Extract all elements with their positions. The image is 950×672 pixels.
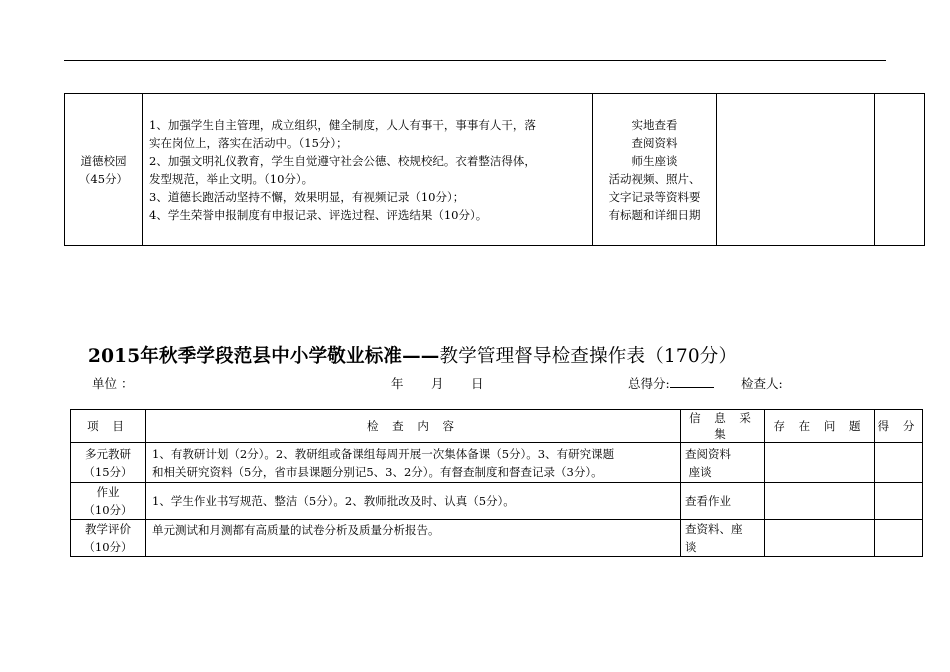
- score-cell: [875, 94, 925, 246]
- info-line: 座谈: [685, 464, 712, 479]
- criteria-line: 1、加强学生自主管理，成立组织，健全制度，人人有事干，事事有人干，落: [149, 117, 536, 132]
- total-score-label: 总得分:: [628, 376, 670, 391]
- inspector-label: 检查人:: [741, 376, 783, 391]
- month-label: 月: [431, 376, 444, 391]
- method-line: 活动视频、照片、: [608, 171, 701, 186]
- info-line: 查看作业: [685, 494, 731, 508]
- day-label: 日: [471, 376, 484, 391]
- score-cell: [875, 483, 923, 520]
- header-rule: [64, 60, 886, 61]
- method-line: 实地查看: [631, 117, 678, 132]
- year-label: 年: [391, 376, 404, 391]
- issues-cell: [717, 94, 875, 246]
- category-cell: [65, 94, 143, 246]
- issues-cell: [765, 520, 875, 557]
- score-cell: [875, 443, 923, 483]
- category-name: 教学评价: [85, 522, 131, 536]
- criteria-line: 4、学生荣誉申报制度有申报记录、评选过程、评选结果（10分）。: [149, 207, 488, 222]
- category-name: 道德校园: [80, 153, 127, 168]
- table-row: [71, 483, 923, 520]
- method-line: 文字记录等资料要: [608, 189, 701, 204]
- unit-label: 单位 ：: [92, 376, 134, 391]
- title-bold-part: 2015年秋季学段范县中小学敬业标准——: [88, 346, 440, 367]
- content-cell: [146, 443, 681, 483]
- header-item: 项 目: [71, 410, 146, 443]
- info-cell: [681, 443, 765, 483]
- page-title: [88, 342, 888, 368]
- criteria-line: 2、加强文明礼仪教育，学生自觉遵守社会公德、校规校纪。衣着整洁得体，: [149, 153, 536, 168]
- content-cell: [146, 520, 681, 557]
- teaching-management-table: [70, 409, 923, 557]
- header-content: 检 查 内 容: [146, 410, 681, 443]
- info-cell: [681, 520, 765, 557]
- header-issues: 存 在 问 题: [765, 410, 875, 443]
- method-line: 查阅资料: [631, 135, 678, 150]
- content-cell: [146, 483, 681, 520]
- content-line: 单元测试和月测都有高质量的试卷分析及质量分析报告。: [152, 523, 440, 537]
- criteria-cell: [143, 94, 593, 246]
- info-cell: [681, 483, 765, 520]
- info-line: 查阅资料: [685, 446, 731, 461]
- table-header-row: [71, 410, 923, 443]
- category-cell: [71, 443, 146, 483]
- category-cell: [71, 520, 146, 557]
- table-row: [71, 443, 923, 483]
- issues-cell: [765, 483, 875, 520]
- method-line: 师生座谈: [631, 153, 678, 168]
- category-name: 多元教研: [85, 446, 131, 461]
- info-line: 谈: [685, 540, 697, 554]
- info-line: 查资料、座: [685, 522, 743, 536]
- content-line: 1、有教研计划（2分）。2、教研组或备课组每周开展一次集体备课（5分）。3、有研究课题: [152, 446, 615, 461]
- category-cell: [71, 483, 146, 520]
- table-row: [65, 94, 925, 246]
- criteria-line: 发型规范，举止文明。（10分）。: [149, 171, 314, 186]
- content-line: 1、学生作业书写规范、整洁（5分）。2、教师批改及时、认真（5分）。: [152, 494, 515, 508]
- category-score: （15分）: [83, 464, 133, 479]
- header-score: 得 分: [875, 410, 923, 443]
- content-line: 和相关研究资料（5分，省市县课题分别记5、3、2分）。有督查制度和督查记录（3分）。: [152, 464, 603, 479]
- header-info: 信 息 采 集: [681, 410, 765, 443]
- category-score: （10分）: [83, 540, 133, 554]
- criteria-line: 3、道德长跑活动坚持不懈，效果明显，有视频记录（10分）；: [149, 189, 465, 204]
- methods-cell: [593, 94, 717, 246]
- score-cell: [875, 520, 923, 557]
- category-name: 作业: [96, 485, 120, 499]
- total-score-blank[interactable]: [670, 375, 714, 388]
- criteria-line: 实在岗位上，落实在活动中。（15分）；: [149, 135, 348, 150]
- moral-campus-table: [64, 93, 925, 246]
- title-normal-part: 教学管理督导检查操作表（170分）: [439, 346, 738, 367]
- category-score: （45分）: [78, 171, 129, 186]
- method-line: 有标题和详细日期: [608, 207, 701, 222]
- total-score-field: [628, 374, 714, 392]
- table-row: [71, 520, 923, 557]
- issues-cell: [765, 443, 875, 483]
- category-score: （10分）: [83, 503, 133, 517]
